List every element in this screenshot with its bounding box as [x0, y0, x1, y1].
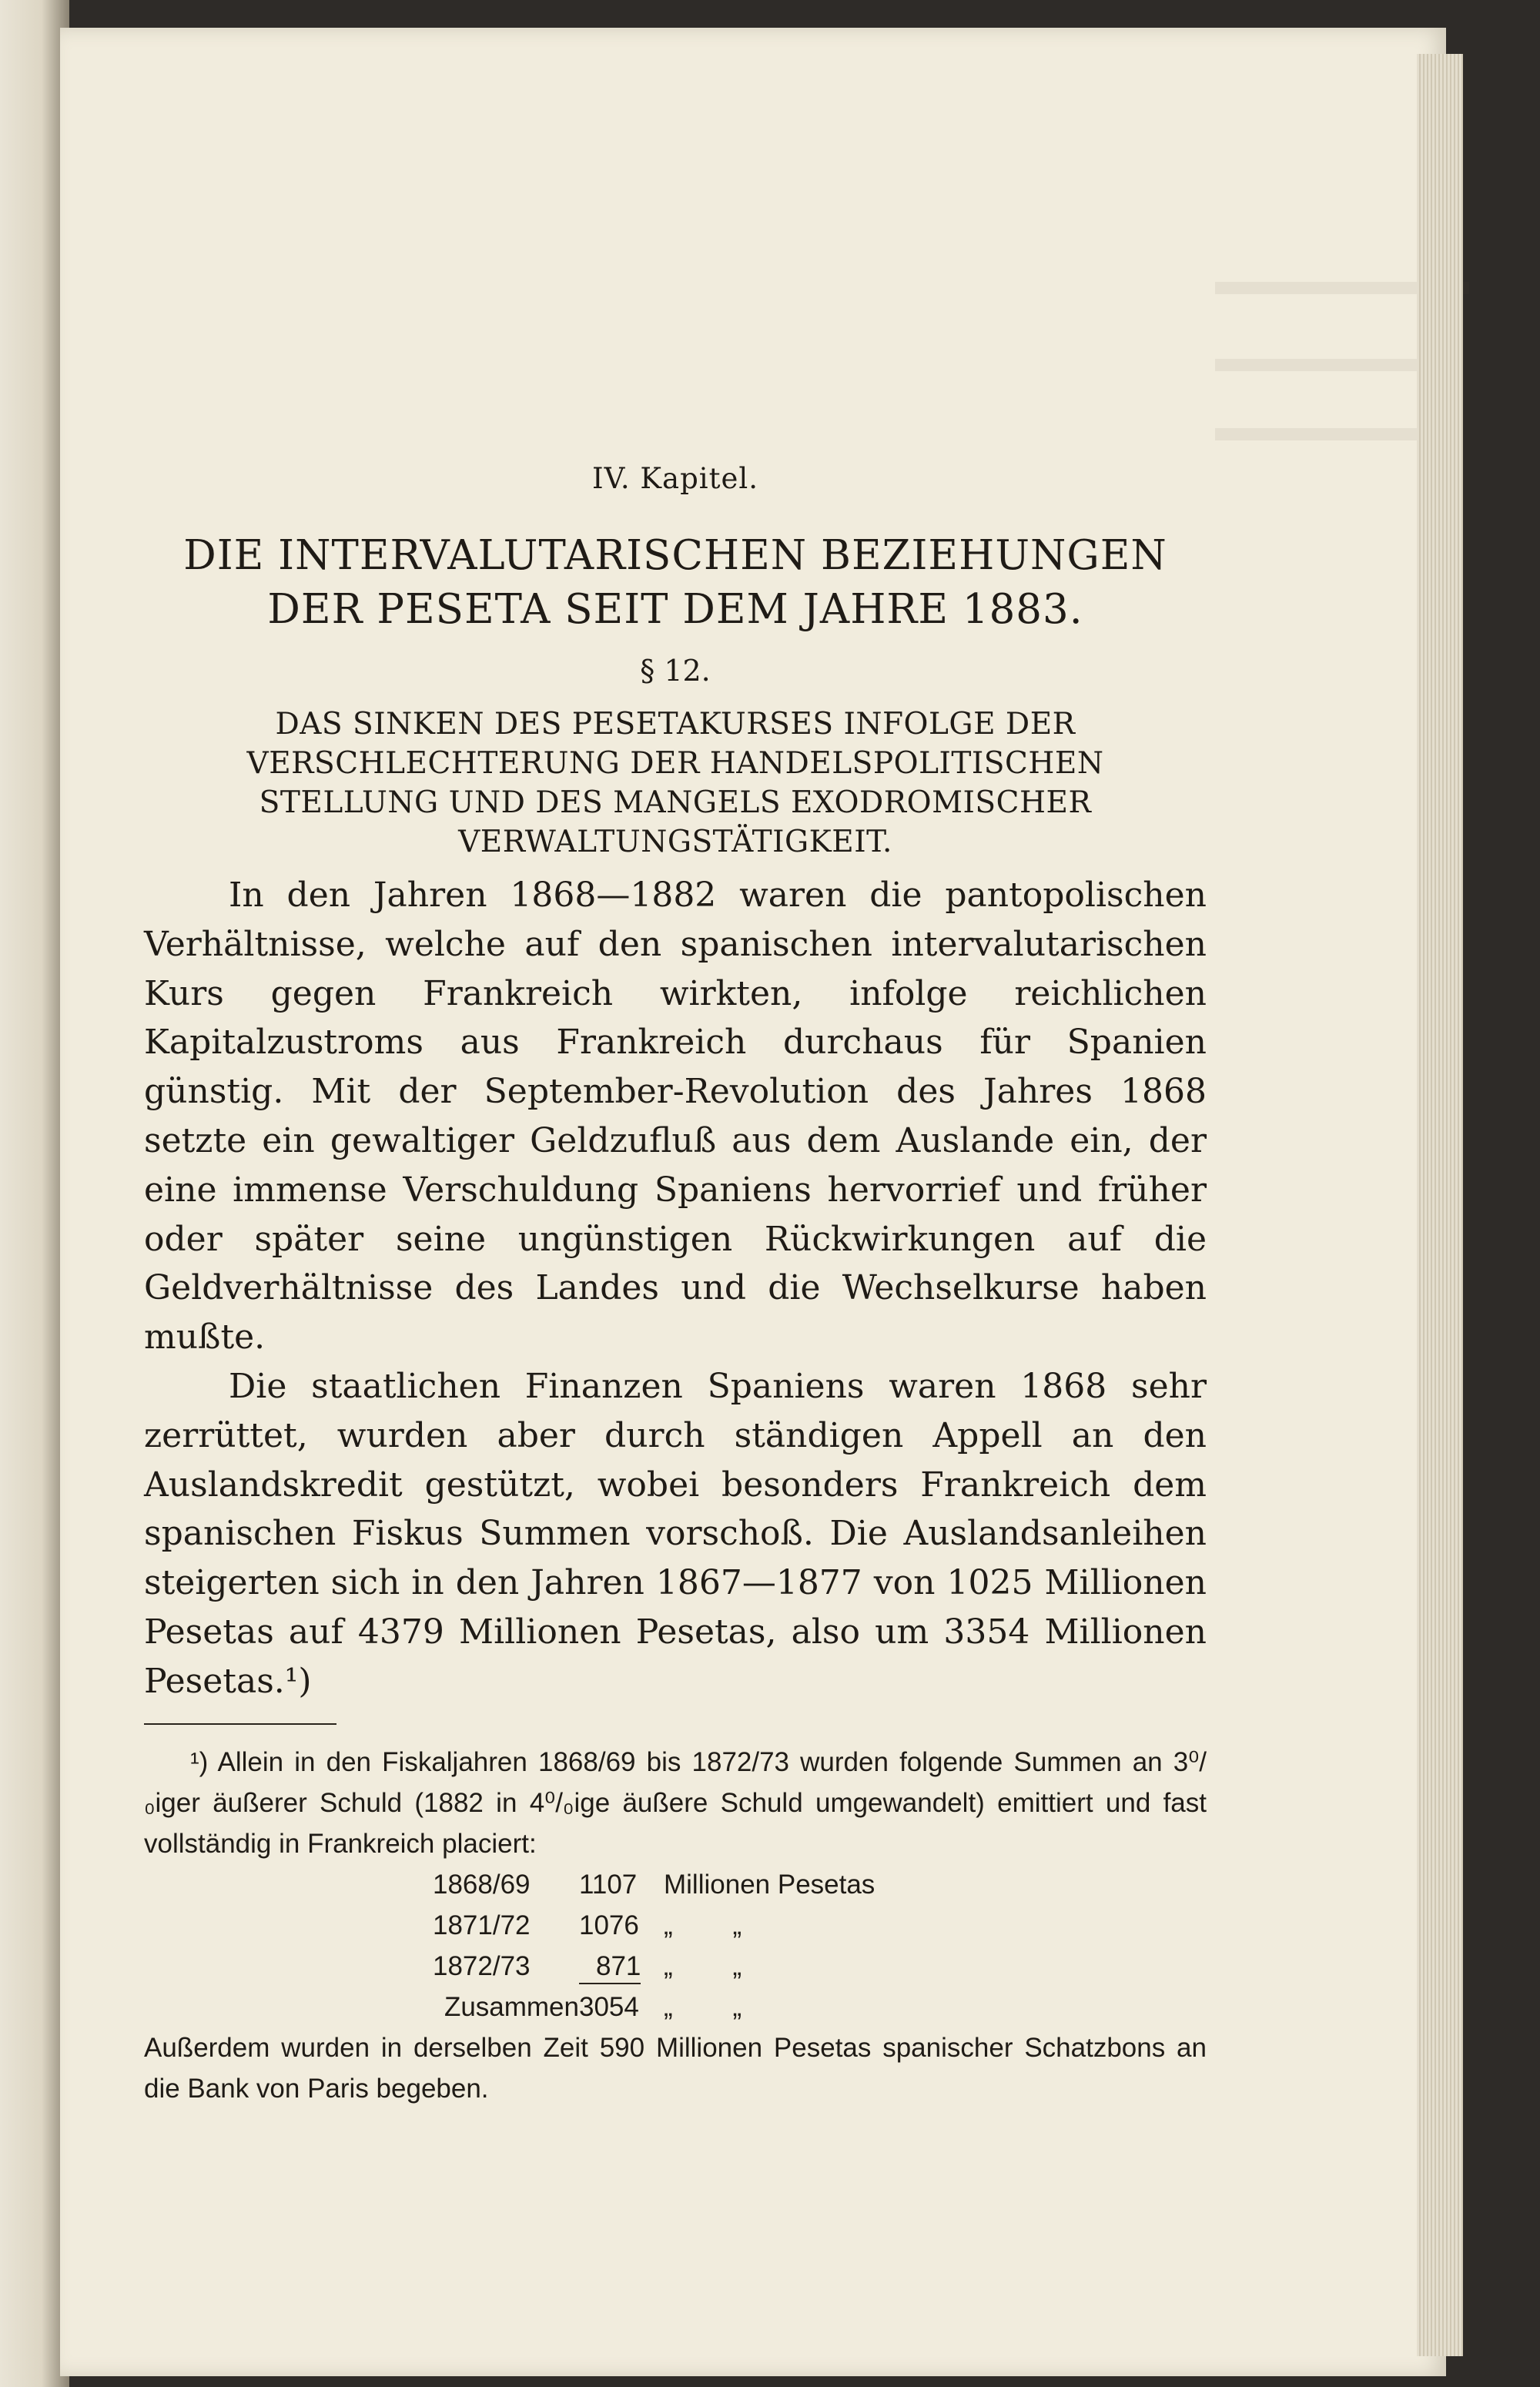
section-title-line: VERSCHLECHTERUNG DER HANDELSPOLITISCHEN	[246, 746, 1104, 781]
table-cell-value: 871	[579, 1951, 641, 1984]
table-cell-value: 1076	[579, 1910, 639, 1940]
chapter-heading: IV. Kapitel.	[592, 462, 758, 495]
body-paragraph: In den Jahren 1868—1882 waren die pantopolischen Verhältnisse, welche auf den spanischen intervalutarischen Kurs gegen Frankreich wirkten, infolge reichlichen Kapitalzustroms aus Frankreich durchaus für Spanien günstig. Mit der September-Revolution des Jahres 1868 setzte ein gewaltiger Geldzufluß aus dem Auslande ein, der eine immense Verschuldung Spaniens hervorrief und früher oder später seine ungünstigen Rückwirkungen auf die Geldverhältnisse des Landes und die Wechselkurse haben mußte.	[144, 875, 1207, 1358]
previous-page-edge	[0, 0, 69, 2387]
show-through-text	[1215, 359, 1431, 371]
footnote	[144, 1742, 1207, 2109]
footnote-intro-text: Allein in den Fiskaljahren 1868/69 bis 1872/73 wurden folgende Summen an 3⁰/₀iger äußerer Schuld (1882 in 4⁰/₀ige äußere Schuld umgewandelt) emittiert und fast vollständig in Frankreich placiert:	[144, 1746, 1207, 1859]
table-total-value: 3054	[579, 1991, 639, 2022]
show-through-text	[1215, 428, 1446, 440]
section-number: § 12.	[640, 654, 711, 688]
footnote-intro	[144, 1742, 1207, 1864]
table-cell-unit: „ „	[664, 1950, 742, 1981]
chapter-title-line: DIE INTERVALUTARISCHEN BEZIEHUNGEN	[183, 532, 1167, 579]
footnote-outro: Außerdem wurden in derselben Zeit 590 Millionen Pesetas spanischer Schatzbons an die Bank von Paris begeben.	[144, 2032, 1207, 2104]
body-paragraph: Die staatlichen Finanzen Spaniens waren 1868 sehr zerrüttet, wurden aber durch ständigen Appell an den Auslandskredit gestützt, wobei besonders Frankreich dem spanischen Fiskus Summen vorschoß. Die Auslandsanleihen steigerten sich in den Jahren 1867—1877 von 1025 Millionen Pesetas auf 4379 Millionen Pesetas, also um 3354 Millionen Pesetas.¹)	[144, 1366, 1207, 1701]
section-title-line: VERWALTUNGSTÄTIGKEIT.	[458, 825, 892, 859]
table-total-unit: „ „	[664, 1991, 742, 2022]
chapter-title-line: DER PESETA SEIT DEM JAHRE 1883.	[267, 586, 1083, 633]
page-stack-edge	[1417, 54, 1463, 2356]
table-cell-year: 1871/72	[433, 1910, 531, 1940]
page-content	[144, 462, 1207, 2109]
table-cell-value: 1107	[579, 1869, 638, 1900]
table-row-total	[433, 1987, 875, 2027]
table-row	[433, 1864, 875, 1905]
footnote-rule	[144, 1723, 336, 1725]
table-total-label: Zusammen	[444, 1991, 579, 2022]
table-row	[433, 1946, 875, 1987]
footnote-marker: ¹)	[190, 1746, 209, 1777]
footnote-table	[433, 1864, 875, 2027]
table-row	[433, 1905, 875, 1946]
table-cell-year: 1872/73	[433, 1950, 531, 1981]
table-cell-unit: „ „	[664, 1910, 742, 1940]
section-title-line: DAS SINKEN DES PESETAKURSES INFOLGE DER	[275, 707, 1076, 742]
table-cell-year: 1868/69	[433, 1869, 531, 1900]
table-cell-unit: Millionen Pesetas	[664, 1869, 875, 1900]
chapter-title	[144, 529, 1207, 637]
section-title-line: STELLUNG UND DES MANGELS EXODROMISCHER	[259, 785, 1092, 820]
section-title	[144, 705, 1207, 862]
